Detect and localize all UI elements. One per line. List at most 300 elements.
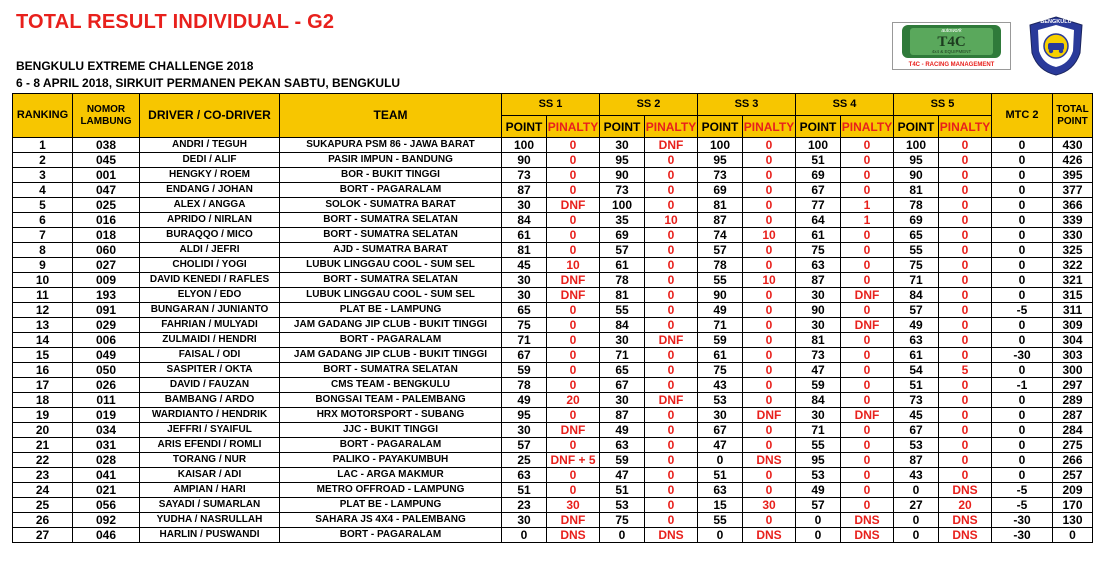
cell-ss4-point: 0 [796, 528, 841, 543]
cell-ss4-point: 47 [796, 363, 841, 378]
cell-team: CMS TEAM - BENGKULU [280, 378, 502, 393]
cell-ss3-penalty: 0 [743, 138, 796, 153]
cell-team: PALIKO - PAYAKUMBUH [280, 453, 502, 468]
svg-text:4x4 & EQUIPMENT: 4x4 & EQUIPMENT [931, 49, 972, 54]
cell-ss3-point: 87 [698, 213, 743, 228]
cell-team: JAM GADANG JIP CLUB - BUKIT TINGGI [280, 348, 502, 363]
cell-ss4-point: 0 [796, 513, 841, 528]
cell-ss1-point: 51 [502, 483, 547, 498]
cell-ss1-penalty: 0 [547, 138, 600, 153]
cell-ss2-point: 57 [600, 243, 645, 258]
cell-driver: SASPITER / OKTA [140, 363, 280, 378]
cell-ss1-point: 25 [502, 453, 547, 468]
cell-ss2-penalty: 0 [645, 198, 698, 213]
cell-ss3-point: 53 [698, 393, 743, 408]
cell-team: LUBUK LINGGAU COOL - SUM SEL [280, 258, 502, 273]
cell-ss5-point: 75 [894, 258, 939, 273]
cell-nomor-lambung: 011 [73, 393, 140, 408]
cell-ss2-point: 90 [600, 168, 645, 183]
cell-ss5-point: 90 [894, 168, 939, 183]
table-row [13, 168, 1093, 183]
cell-ss3-point: 74 [698, 228, 743, 243]
header-driver: DRIVER / CO-DRIVER [140, 94, 280, 138]
cell-team: PLAT BE - LAMPUNG [280, 303, 502, 318]
cell-ranking: 4 [13, 183, 73, 198]
cell-ranking: 27 [13, 528, 73, 543]
cell-ss4-point: 73 [796, 348, 841, 363]
cell-ss2-penalty: DNS [645, 528, 698, 543]
cell-ss4-point: 71 [796, 423, 841, 438]
cell-driver: ZULMAIDI / HENDRI [140, 333, 280, 348]
cell-ss5-point: 73 [894, 393, 939, 408]
cell-ss1-point: 65 [502, 303, 547, 318]
cell-ss5-penalty: 0 [939, 228, 992, 243]
cell-driver: DEDI / ALIF [140, 153, 280, 168]
cell-mtc2: 0 [992, 423, 1053, 438]
cell-nomor-lambung: 009 [73, 273, 140, 288]
cell-ss3-point: 69 [698, 183, 743, 198]
cell-ss4-penalty: 0 [841, 303, 894, 318]
cell-ss4-penalty: 0 [841, 438, 894, 453]
cell-driver: YUDHA / NASRULLAH [140, 513, 280, 528]
cell-ss2-penalty: 0 [645, 453, 698, 468]
cell-ss5-point: 61 [894, 348, 939, 363]
cell-ss4-point: 77 [796, 198, 841, 213]
cell-ss3-penalty: 0 [743, 168, 796, 183]
cell-ss3-point: 81 [698, 198, 743, 213]
cell-mtc2: -30 [992, 348, 1053, 363]
cell-ss5-point: 0 [894, 513, 939, 528]
cell-ranking: 14 [13, 333, 73, 348]
cell-nomor-lambung: 001 [73, 168, 140, 183]
cell-ss5-penalty: 0 [939, 153, 992, 168]
cell-ranking: 11 [13, 288, 73, 303]
cell-mtc2: 0 [992, 438, 1053, 453]
cell-ss2-penalty: 10 [645, 213, 698, 228]
cell-ss2-point: 78 [600, 273, 645, 288]
table-row [13, 318, 1093, 333]
cell-ranking: 23 [13, 468, 73, 483]
cell-ss2-point: 67 [600, 378, 645, 393]
cell-ss4-penalty: 0 [841, 468, 894, 483]
cell-ss1-penalty: 0 [547, 243, 600, 258]
cell-ss5-point: 63 [894, 333, 939, 348]
cell-ss4-point: 90 [796, 303, 841, 318]
cell-ss1-point: 100 [502, 138, 547, 153]
cell-ss4-penalty: DNS [841, 528, 894, 543]
cell-ss3-point: 43 [698, 378, 743, 393]
cell-ss4-point: 64 [796, 213, 841, 228]
cell-nomor-lambung: 038 [73, 138, 140, 153]
cell-ss4-penalty: 0 [841, 168, 894, 183]
table-row [13, 453, 1093, 468]
table-row [13, 183, 1093, 198]
cell-ss4-point: 81 [796, 333, 841, 348]
cell-team: HRX MOTORSPORT - SUBANG [280, 408, 502, 423]
cell-total-point: 339 [1053, 213, 1093, 228]
cell-ss5-point: 53 [894, 438, 939, 453]
header-point: POINT [698, 116, 743, 138]
cell-nomor-lambung: 034 [73, 423, 140, 438]
cell-ranking: 10 [13, 273, 73, 288]
cell-ss3-point: 59 [698, 333, 743, 348]
cell-nomor-lambung: 028 [73, 453, 140, 468]
cell-ss1-point: 49 [502, 393, 547, 408]
cell-ss1-point: 30 [502, 288, 547, 303]
cell-ss1-penalty: DNS [547, 528, 600, 543]
table-row [13, 138, 1093, 153]
cell-ss5-point: 45 [894, 408, 939, 423]
cell-ss4-penalty: 0 [841, 333, 894, 348]
cell-team: AJD - SUMATRA BARAT [280, 243, 502, 258]
cell-team: SAHARA JS 4X4 - PALEMBANG [280, 513, 502, 528]
cell-mtc2: 0 [992, 198, 1053, 213]
cell-ss5-point: 27 [894, 498, 939, 513]
cell-ss5-penalty: 0 [939, 393, 992, 408]
cell-ss4-point: 63 [796, 258, 841, 273]
cell-mtc2: -30 [992, 528, 1053, 543]
cell-ss4-penalty: 0 [841, 138, 894, 153]
cell-ss3-point: 90 [698, 288, 743, 303]
table-row [13, 408, 1093, 423]
table-row [13, 288, 1093, 303]
cell-ss1-penalty: 0 [547, 363, 600, 378]
cell-ss2-penalty: 0 [645, 183, 698, 198]
cell-ss5-point: 100 [894, 138, 939, 153]
cell-ss5-penalty: 0 [939, 453, 992, 468]
cell-team: BORT - SUMATRA SELATAN [280, 363, 502, 378]
cell-nomor-lambung: 019 [73, 408, 140, 423]
cell-ss4-point: 61 [796, 228, 841, 243]
cell-total-point: 325 [1053, 243, 1093, 258]
cell-ss2-penalty: 0 [645, 303, 698, 318]
cell-ss3-point: 55 [698, 273, 743, 288]
cell-ss5-point: 49 [894, 318, 939, 333]
cell-mtc2: 0 [992, 393, 1053, 408]
cell-ss5-penalty: DNS [939, 483, 992, 498]
cell-ss2-penalty: 0 [645, 423, 698, 438]
cell-ss4-point: 55 [796, 438, 841, 453]
cell-ss1-penalty: 0 [547, 303, 600, 318]
cell-ss5-point: 69 [894, 213, 939, 228]
table-row [13, 213, 1093, 228]
cell-ss3-point: 71 [698, 318, 743, 333]
cell-ss5-penalty: DNS [939, 513, 992, 528]
cell-driver: ANDRI / TEGUH [140, 138, 280, 153]
cell-ss1-point: 87 [502, 183, 547, 198]
cell-ss4-penalty: 0 [841, 183, 894, 198]
cell-driver: HARLIN / PUSWANDI [140, 528, 280, 543]
cell-ss4-penalty: 0 [841, 348, 894, 363]
cell-ss3-point: 100 [698, 138, 743, 153]
cell-mtc2: 0 [992, 273, 1053, 288]
cell-ss1-penalty: 0 [547, 483, 600, 498]
cell-ss4-point: 87 [796, 273, 841, 288]
cell-ss5-penalty: 0 [939, 288, 992, 303]
cell-ss5-penalty: 0 [939, 138, 992, 153]
cell-driver: FAHRIAN / MULYADI [140, 318, 280, 333]
cell-ranking: 19 [13, 408, 73, 423]
cell-ss4-penalty: 0 [841, 378, 894, 393]
cell-ss4-point: 59 [796, 378, 841, 393]
cell-ss2-penalty: 0 [645, 243, 698, 258]
cell-team: BORT - SUMATRA SELATAN [280, 273, 502, 288]
header-penalty: PINALTY [841, 116, 894, 138]
cell-ss3-point: 51 [698, 468, 743, 483]
cell-total-point: 284 [1053, 423, 1093, 438]
cell-ss1-penalty: DNF + 5 [547, 453, 600, 468]
cell-ss2-penalty: 0 [645, 153, 698, 168]
cell-team: BOR - BUKIT TINGGI [280, 168, 502, 183]
cell-nomor-lambung: 026 [73, 378, 140, 393]
header-penalty: PINALTY [547, 116, 600, 138]
cell-nomor-lambung: 056 [73, 498, 140, 513]
cell-total-point: 266 [1053, 453, 1093, 468]
cell-ss1-penalty: 20 [547, 393, 600, 408]
header-team: TEAM [280, 94, 502, 138]
cell-team: PLAT BE - LAMPUNG [280, 498, 502, 513]
cell-ss4-penalty: 0 [841, 453, 894, 468]
cell-ss5-penalty: 0 [939, 213, 992, 228]
table-row [13, 498, 1093, 513]
cell-ss2-penalty: 0 [645, 483, 698, 498]
cell-ss3-penalty: 0 [743, 513, 796, 528]
cell-ss2-penalty: 0 [645, 498, 698, 513]
cell-ss3-penalty: DNF [743, 408, 796, 423]
cell-driver: SAYADI / SUMARLAN [140, 498, 280, 513]
cell-total-point: 430 [1053, 138, 1093, 153]
cell-ss1-penalty: 0 [547, 348, 600, 363]
cell-ss3-point: 63 [698, 483, 743, 498]
cell-ss1-point: 90 [502, 153, 547, 168]
table-row [13, 258, 1093, 273]
cell-ss2-point: 95 [600, 153, 645, 168]
cell-team: PASIR IMPUN - BANDUNG [280, 153, 502, 168]
cell-total-point: 311 [1053, 303, 1093, 318]
cell-ss4-penalty: 0 [841, 483, 894, 498]
cell-total-point: 330 [1053, 228, 1093, 243]
cell-ss3-penalty: 0 [743, 258, 796, 273]
cell-driver: BUNGARAN / JUNIANTO [140, 303, 280, 318]
cell-mtc2: 0 [992, 453, 1053, 468]
cell-nomor-lambung: 029 [73, 318, 140, 333]
cell-total-point: 304 [1053, 333, 1093, 348]
table-row [13, 378, 1093, 393]
cell-nomor-lambung: 047 [73, 183, 140, 198]
cell-ss4-point: 49 [796, 483, 841, 498]
cell-ss4-point: 53 [796, 468, 841, 483]
cell-ss5-point: 81 [894, 183, 939, 198]
cell-ss4-penalty: 0 [841, 498, 894, 513]
cell-ranking: 20 [13, 423, 73, 438]
table-row [13, 528, 1093, 543]
cell-ss3-point: 15 [698, 498, 743, 513]
cell-ss1-penalty: 0 [547, 213, 600, 228]
cell-ss1-penalty: DNF [547, 198, 600, 213]
cell-ss4-penalty: 0 [841, 258, 894, 273]
cell-ss2-penalty: 0 [645, 258, 698, 273]
cell-ss5-point: 57 [894, 303, 939, 318]
cell-team: BORT - PAGARALAM [280, 333, 502, 348]
cell-mtc2: 0 [992, 138, 1053, 153]
svg-text:T4C: T4C [937, 34, 966, 50]
cell-team: SOLOK - SUMATRA BARAT [280, 198, 502, 213]
cell-ranking: 3 [13, 168, 73, 183]
cell-mtc2: 0 [992, 408, 1053, 423]
cell-ss5-point: 0 [894, 483, 939, 498]
cell-mtc2: 0 [992, 168, 1053, 183]
cell-ss4-penalty: 0 [841, 423, 894, 438]
table-row [13, 348, 1093, 363]
cell-ss1-point: 30 [502, 423, 547, 438]
header-ranking: RANKING [13, 94, 73, 138]
table-row [13, 333, 1093, 348]
cell-ss1-point: 95 [502, 408, 547, 423]
cell-nomor-lambung: 027 [73, 258, 140, 273]
cell-total-point: 289 [1053, 393, 1093, 408]
cell-ss1-penalty: 0 [547, 333, 600, 348]
cell-ss5-penalty: 0 [939, 378, 992, 393]
cell-ss5-point: 71 [894, 273, 939, 288]
cell-nomor-lambung: 045 [73, 153, 140, 168]
cell-ranking: 9 [13, 258, 73, 273]
page-title: TOTAL RESULT INDIVIDUAL - G2 [16, 11, 335, 33]
cell-ss1-point: 67 [502, 348, 547, 363]
cell-driver: ENDANG / JOHAN [140, 183, 280, 198]
cell-mtc2: 0 [992, 288, 1053, 303]
cell-ss3-point: 78 [698, 258, 743, 273]
cell-ss1-point: 30 [502, 198, 547, 213]
cell-ss2-penalty: 0 [645, 228, 698, 243]
event-name: BENGKULU EXTREME CHALLENGE 2018 [16, 59, 254, 73]
cell-driver: CHOLIDI / YOGI [140, 258, 280, 273]
cell-total-point: 209 [1053, 483, 1093, 498]
cell-ss2-penalty: DNF [645, 138, 698, 153]
cell-ss5-penalty: DNS [939, 528, 992, 543]
cell-ss3-penalty: 0 [743, 468, 796, 483]
cell-ss1-penalty: DNF [547, 513, 600, 528]
cell-nomor-lambung: 046 [73, 528, 140, 543]
cell-ss5-penalty: 5 [939, 363, 992, 378]
cell-ss1-point: 30 [502, 513, 547, 528]
cell-ss2-point: 65 [600, 363, 645, 378]
cell-team: LUBUK LINGGAU COOL - SUM SEL [280, 288, 502, 303]
cell-mtc2: 0 [992, 213, 1053, 228]
cell-ss5-penalty: 0 [939, 303, 992, 318]
cell-nomor-lambung: 021 [73, 483, 140, 498]
header-ss4: SS 4 [796, 94, 894, 116]
cell-total-point: 395 [1053, 168, 1093, 183]
cell-driver: DAVID / FAUZAN [140, 378, 280, 393]
cell-ss2-penalty: 0 [645, 513, 698, 528]
cell-ss5-penalty: 0 [939, 468, 992, 483]
cell-ss4-penalty: DNF [841, 318, 894, 333]
cell-ss2-point: 71 [600, 348, 645, 363]
cell-ss2-point: 47 [600, 468, 645, 483]
cell-ss3-penalty: 0 [743, 153, 796, 168]
cell-ss5-penalty: 0 [939, 273, 992, 288]
cell-ss3-point: 57 [698, 243, 743, 258]
table-row [13, 438, 1093, 453]
cell-ss3-penalty: DNS [743, 453, 796, 468]
cell-driver: BURAQQO / MICO [140, 228, 280, 243]
cell-ranking: 18 [13, 393, 73, 408]
cell-ss2-point: 30 [600, 333, 645, 348]
cell-ss2-point: 55 [600, 303, 645, 318]
cell-ss2-point: 87 [600, 408, 645, 423]
cell-ss3-penalty: 0 [743, 363, 796, 378]
cell-ss2-penalty: 0 [645, 438, 698, 453]
cell-ss4-point: 57 [796, 498, 841, 513]
cell-ss1-point: 23 [502, 498, 547, 513]
cell-ss1-point: 57 [502, 438, 547, 453]
cell-team: SUKAPURA PSM 86 - JAWA BARAT [280, 138, 502, 153]
cell-ss3-penalty: DNS [743, 528, 796, 543]
cell-ss4-penalty: 0 [841, 273, 894, 288]
cell-driver: BAMBANG / ARDO [140, 393, 280, 408]
cell-ss5-penalty: 0 [939, 408, 992, 423]
cell-ss1-point: 71 [502, 333, 547, 348]
cell-ss1-penalty: 0 [547, 438, 600, 453]
cell-ss5-penalty: 0 [939, 258, 992, 273]
cell-ss3-penalty: 0 [743, 423, 796, 438]
cell-ss3-penalty: 0 [743, 183, 796, 198]
cell-mtc2: 0 [992, 468, 1053, 483]
table-row [13, 198, 1093, 213]
cell-ss3-penalty: 0 [743, 348, 796, 363]
cell-ss5-point: 54 [894, 363, 939, 378]
cell-ranking: 1 [13, 138, 73, 153]
cell-total-point: 303 [1053, 348, 1093, 363]
bengkulu-club-seal-logo [1026, 15, 1086, 77]
cell-ss3-penalty: 0 [743, 288, 796, 303]
cell-ss2-point: 63 [600, 438, 645, 453]
cell-ss1-penalty: 0 [547, 183, 600, 198]
cell-ss2-penalty: 0 [645, 318, 698, 333]
cell-mtc2: -1 [992, 378, 1053, 393]
cell-ss4-point: 69 [796, 168, 841, 183]
header-point: POINT [796, 116, 841, 138]
cell-ss2-penalty: 0 [645, 363, 698, 378]
cell-ss2-point: 51 [600, 483, 645, 498]
table-row [13, 363, 1093, 378]
cell-ss2-point: 49 [600, 423, 645, 438]
cell-total-point: 366 [1053, 198, 1093, 213]
cell-ss4-point: 51 [796, 153, 841, 168]
cell-nomor-lambung: 006 [73, 333, 140, 348]
cell-ranking: 6 [13, 213, 73, 228]
cell-ss2-point: 84 [600, 318, 645, 333]
cell-ss2-penalty: DNF [645, 393, 698, 408]
header-penalty: PINALTY [645, 116, 698, 138]
cell-team: JJC - BUKIT TINGGI [280, 423, 502, 438]
cell-ss1-point: 59 [502, 363, 547, 378]
cell-ss1-point: 81 [502, 243, 547, 258]
cell-ranking: 17 [13, 378, 73, 393]
cell-ss2-penalty: 0 [645, 378, 698, 393]
cell-total-point: 309 [1053, 318, 1093, 333]
cell-ss2-point: 53 [600, 498, 645, 513]
header-penalty: PINALTY [939, 116, 992, 138]
cell-mtc2: 0 [992, 363, 1053, 378]
cell-ss4-point: 100 [796, 138, 841, 153]
cell-driver: ARIS EFENDI / ROMLI [140, 438, 280, 453]
cell-mtc2: 0 [992, 153, 1053, 168]
cell-ss2-penalty: 0 [645, 408, 698, 423]
cell-driver: AMPIAN / HARI [140, 483, 280, 498]
cell-nomor-lambung: 018 [73, 228, 140, 243]
cell-ss2-point: 61 [600, 258, 645, 273]
